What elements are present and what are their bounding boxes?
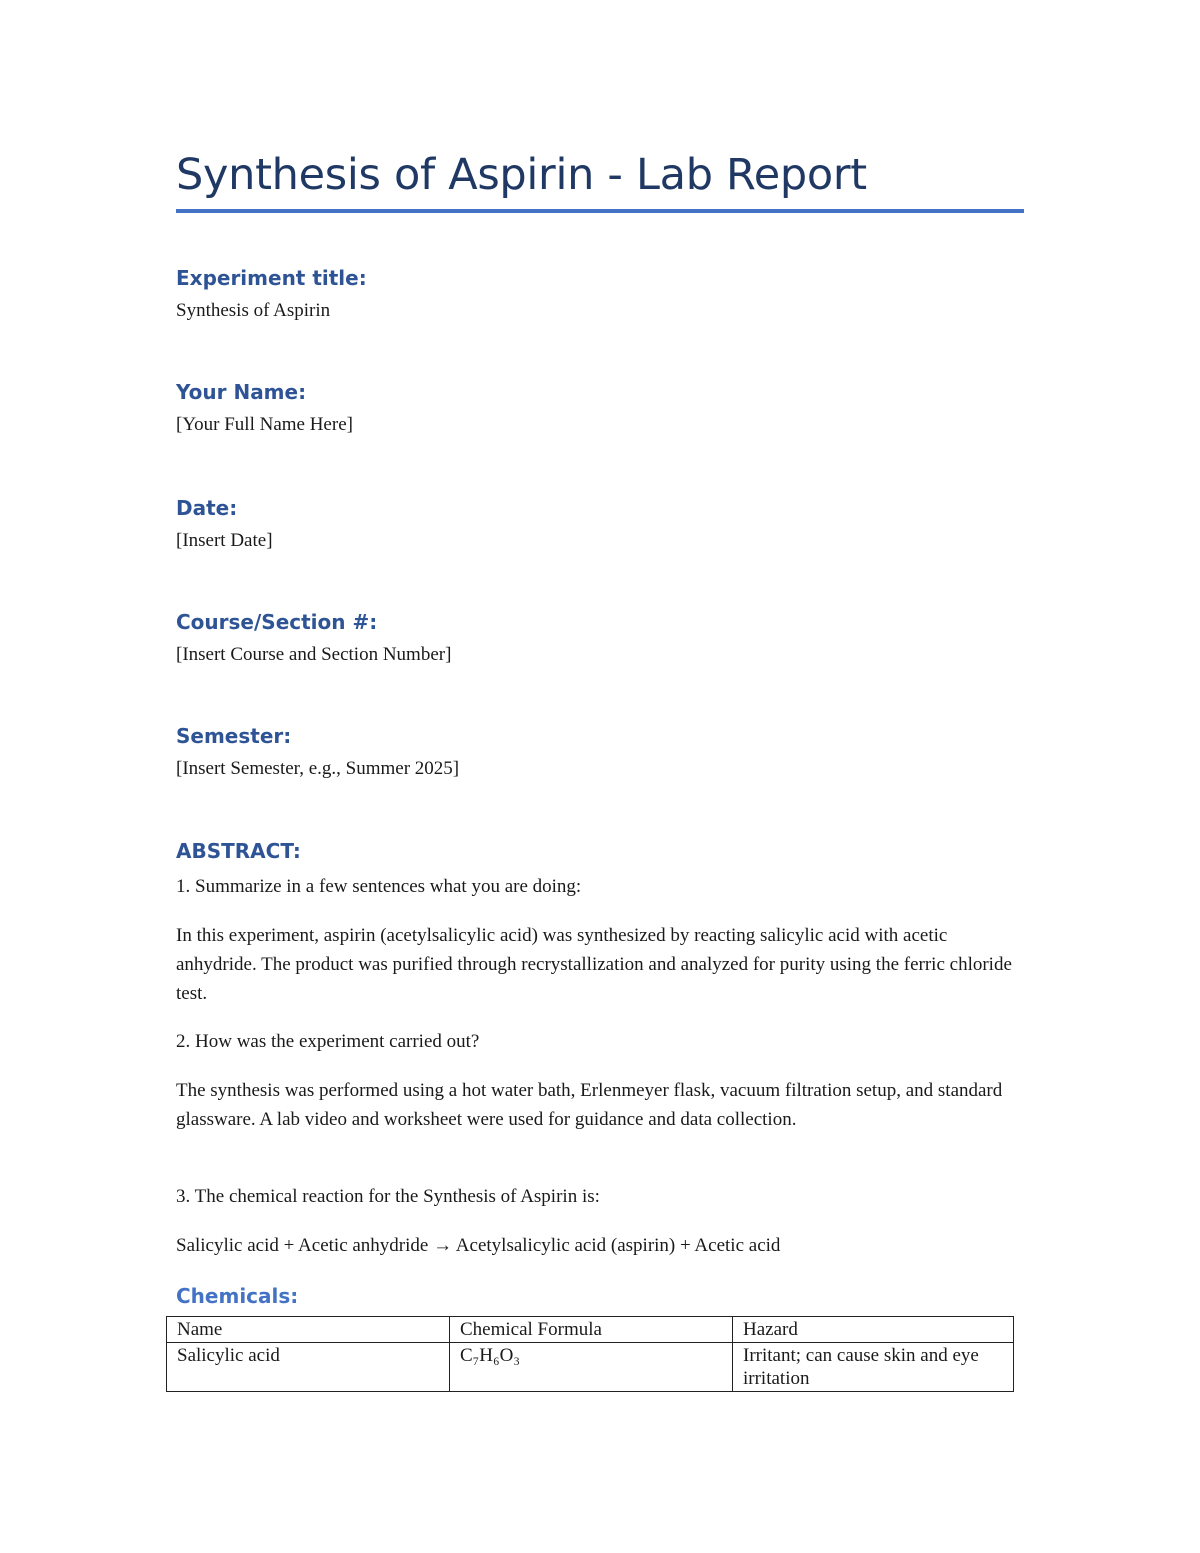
chemicals-heading: Chemicals: [176, 1284, 299, 1308]
header-cell-hazard: Hazard [733, 1317, 1014, 1343]
field-label: Date: [176, 496, 238, 520]
cell-hazard: Irritant; can cause skin and eye irritation [733, 1343, 1014, 1392]
field-experiment-title [176, 264, 367, 324]
field-date [176, 494, 273, 554]
cell-formula: C₇H₆O₃ [450, 1343, 733, 1392]
field-label: Semester: [176, 724, 292, 748]
header-cell-name: Name [167, 1317, 450, 1343]
field-value: [Your Full Name Here] [176, 414, 353, 435]
abstract-answer-1: In this experiment, aspirin (acetylsalicylic acid) was synthesized by reacting salicylic acid with acetic anhydride. The product was purified through recrystallization and analyzed for purity using the ferric chloride test. [176, 925, 1012, 1004]
abstract-question-2: 2. How was the experiment carried out? [176, 1031, 480, 1052]
table-row [167, 1343, 1014, 1392]
abstract-answer-2: The synthesis was performed using a hot water bath, Erlenmeyer flask, vacuum filtration setup, and standard glassware. A lab video and worksheet were used for guidance and data collection. [176, 1080, 1003, 1130]
field-label: Your Name: [176, 380, 307, 404]
reaction-equation: Salicylic acid + Acetic anhydride → Acetylsalicylic acid (aspirin) + Acetic acid [176, 1235, 781, 1256]
abstract-heading: ABSTRACT: [176, 839, 301, 863]
table-header-row [167, 1317, 1014, 1343]
header-cell-formula: Chemical Formula [450, 1317, 733, 1343]
field-value: Synthesis of Aspirin [176, 300, 331, 321]
abstract-question-3: 3. The chemical reaction for the Synthesis of Aspirin is: [176, 1186, 600, 1207]
field-label: Course/Section #: [176, 610, 378, 634]
chemicals-table [166, 1316, 1014, 1392]
field-value: [Insert Semester, e.g., Summer 2025] [176, 758, 460, 779]
abstract-question-1: 1. Summarize in a few sentences what you are doing: [176, 876, 582, 897]
field-label: Experiment title: [176, 266, 367, 290]
field-course-section [176, 608, 451, 668]
field-value: [Insert Course and Section Number] [176, 644, 452, 665]
title-underline [176, 209, 1024, 213]
cell-name: Salicylic acid [167, 1343, 450, 1392]
field-semester [176, 722, 459, 782]
document-title: Synthesis of Aspirin - Lab Report [176, 150, 867, 200]
field-your-name [176, 378, 353, 438]
abstract-heading-block [176, 837, 301, 865]
field-value: [Insert Date] [176, 530, 273, 551]
